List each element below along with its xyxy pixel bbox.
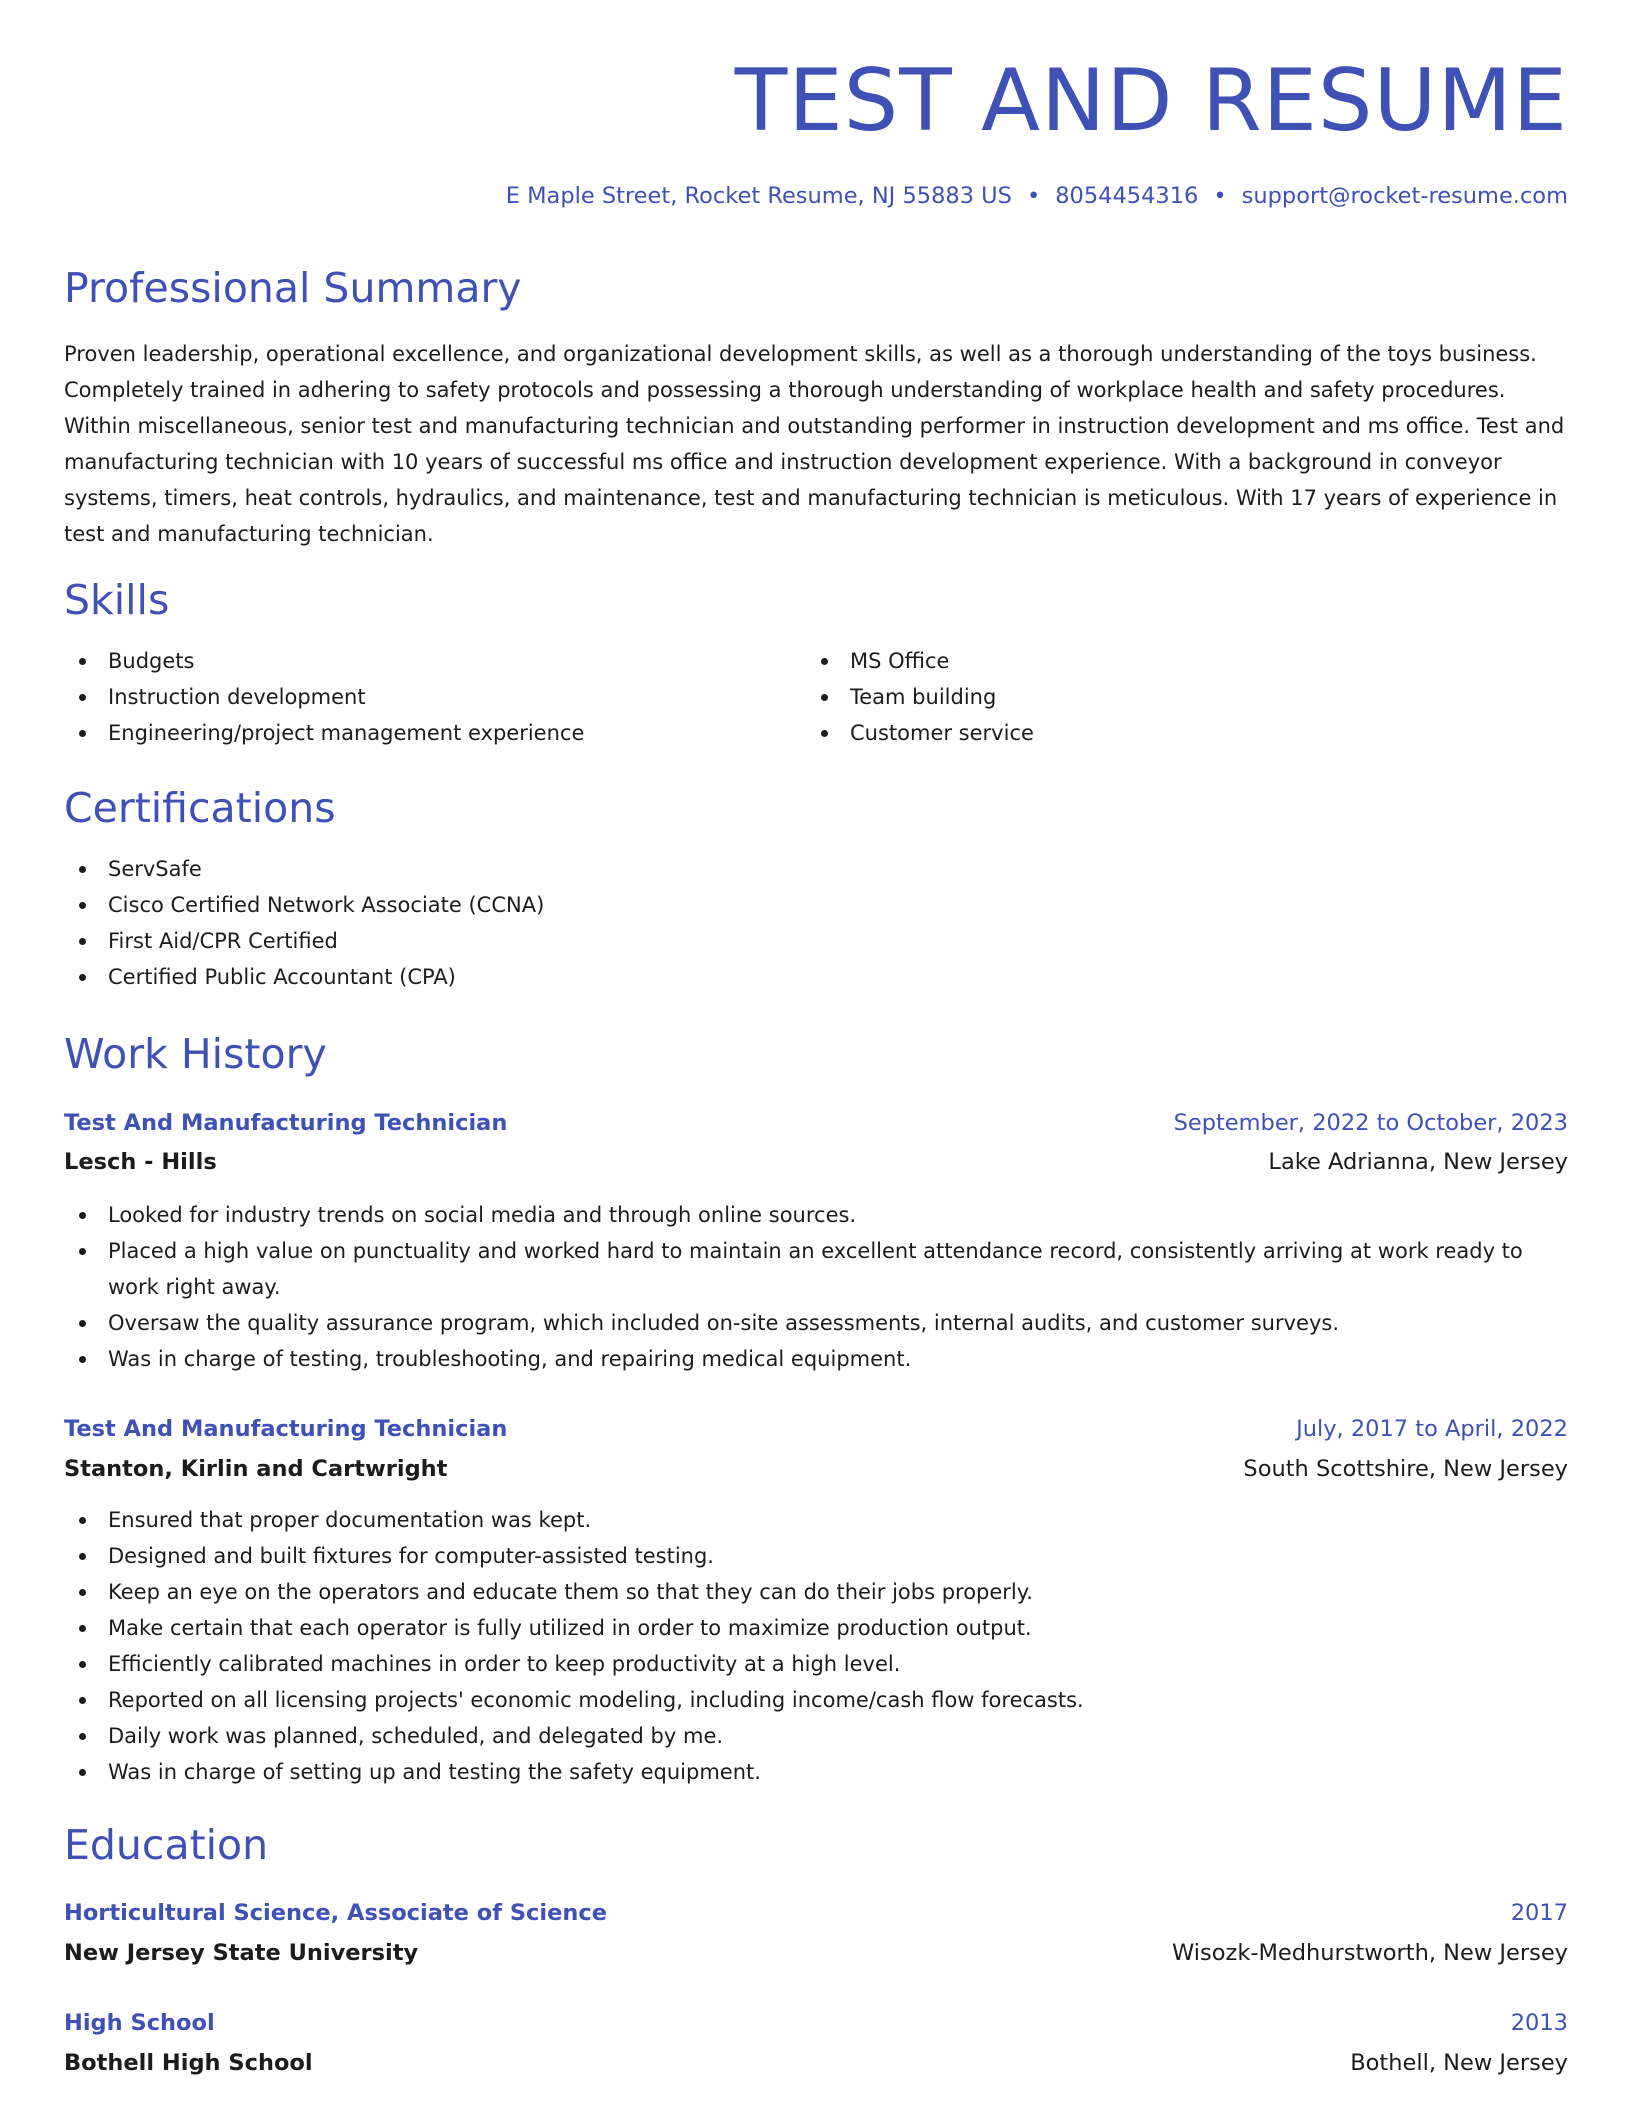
job-duty: Ensured that proper documentation was kept. — [64, 1502, 1568, 1538]
job-duty: Make certain that each operator is fully utilized in order to maximize production output. — [64, 1610, 1568, 1646]
job-duty: Looked for industry trends on social media and through online sources. — [64, 1197, 1568, 1233]
separator-dot: • — [1026, 183, 1041, 209]
skill-item: Team building — [806, 679, 1506, 715]
job-company-row — [64, 1143, 1568, 1181]
education-degree-row — [64, 1894, 1568, 1932]
education-degree: Horticultural Science, Associate of Science — [64, 1900, 607, 1926]
skills-list-right — [806, 643, 1506, 751]
job-duty: Was in charge of testing, troubleshooting, and repairing medical equipment. — [64, 1341, 1568, 1377]
job-dates: September, 2022 to October, 2023 — [1173, 1110, 1568, 1136]
job-role: Test And Manufacturing Technician — [64, 1110, 508, 1136]
education-location: Wisozk-Medhurstworth, New Jersey — [1172, 1940, 1568, 1966]
job-duties-list — [64, 1502, 1568, 1790]
job-duty: Designed and built fixtures for computer-assisted testing. — [64, 1538, 1568, 1574]
job-duty: Daily work was planned, scheduled, and delegated by me. — [64, 1718, 1568, 1754]
job-duty: Was in charge of setting up and testing the safety equipment. — [64, 1754, 1568, 1790]
education-year: 2013 — [1510, 2010, 1568, 2036]
summary-text: Proven leadership, operational excellence, and organizational development skills, as well as a thorough understanding of the toys business. Completely trained in adhering to safety protocols and possessing a thorough understanding of workplace health and safety procedures. Within miscellaneous, senior test and manufacturing technician and outstanding performer in instruction development and ms office. Test and manufacturing technician with 10 years of successful ms office and instruction development experience. With a background in conveyor systems, timers, heat controls, hydraulics, and maintenance, test and manufacturing technician is meticulous. With 17 years of experience in test and manufacturing technician. — [64, 342, 1565, 546]
skill-item: Instruction development — [64, 679, 764, 715]
job-duty: Efficiently calibrated machines in order to keep productivity at a high level. — [64, 1646, 1568, 1682]
job-location: South Scottshire, New Jersey — [1243, 1456, 1568, 1482]
job-duty: Oversaw the quality assurance program, which included on-site assessments, internal audits, and customer surveys. — [64, 1305, 1568, 1341]
job-dates: July, 2017 to April, 2022 — [1296, 1416, 1568, 1442]
job-company-row — [64, 1450, 1568, 1488]
job-duty: Keep an eye on the operators and educate them so that they can do their jobs properly. — [64, 1574, 1568, 1610]
resume-page — [64, 0, 1568, 2112]
job-role: Test And Manufacturing Technician — [64, 1416, 508, 1442]
education-school: New Jersey State University — [64, 1940, 419, 1966]
education-degree-row — [64, 2004, 1568, 2042]
skills-list-left — [64, 643, 764, 751]
education-heading: Education — [64, 1821, 269, 1869]
certification-item: First Aid/CPR Certified — [64, 923, 1568, 959]
address: E Maple Street, Rocket Resume, NJ 55883 US — [505, 183, 1012, 209]
education-school: Bothell High School — [64, 2050, 313, 2076]
certification-item: Cisco Certified Network Associate (CCNA) — [64, 887, 1568, 923]
skill-item: Customer service — [806, 715, 1506, 751]
phone: 8054454316 — [1055, 183, 1199, 209]
education-school-row — [64, 2044, 1568, 2082]
separator-dot: • — [1213, 183, 1227, 209]
certifications-list — [64, 851, 1568, 995]
job-duty: Placed a high value on punctuality and worked hard to maintain an excellent attendance record, consistently arriving at work ready to work right away. — [64, 1233, 1568, 1305]
skills-heading: Skills — [64, 576, 170, 624]
work-history-heading: Work History — [64, 1030, 327, 1078]
education-school-row — [64, 1934, 1568, 1972]
job-title-row — [64, 1410, 1568, 1448]
education-location: Bothell, New Jersey — [1350, 2050, 1568, 2076]
certification-item: Certified Public Accountant (CPA) — [64, 959, 1568, 995]
job-duty: Reported on all licensing projects' economic modeling, including income/cash flow forecasts. — [64, 1682, 1568, 1718]
education-degree: High School — [64, 2010, 215, 2036]
skill-item: Budgets — [64, 643, 764, 679]
job-company: Stanton, Kirlin and Cartwright — [64, 1456, 448, 1482]
candidate-name: TEST AND RESUME — [734, 51, 1568, 151]
job-duties-list — [64, 1197, 1568, 1377]
education-year: 2017 — [1510, 1900, 1568, 1926]
email-link[interactable]: support@rocket-resume.com — [1241, 183, 1568, 209]
certifications-heading: Certifications — [64, 784, 336, 832]
certification-item: ServSafe — [64, 851, 1568, 887]
job-company: Lesch - Hills — [64, 1149, 217, 1175]
contact-line — [506, 183, 1568, 209]
skill-item: MS Office — [806, 643, 1506, 679]
skill-item: Engineering/project management experience — [64, 715, 764, 751]
job-title-row — [64, 1104, 1568, 1142]
summary-heading: Professional Summary — [64, 264, 522, 312]
job-location: Lake Adrianna, New Jersey — [1268, 1149, 1568, 1175]
